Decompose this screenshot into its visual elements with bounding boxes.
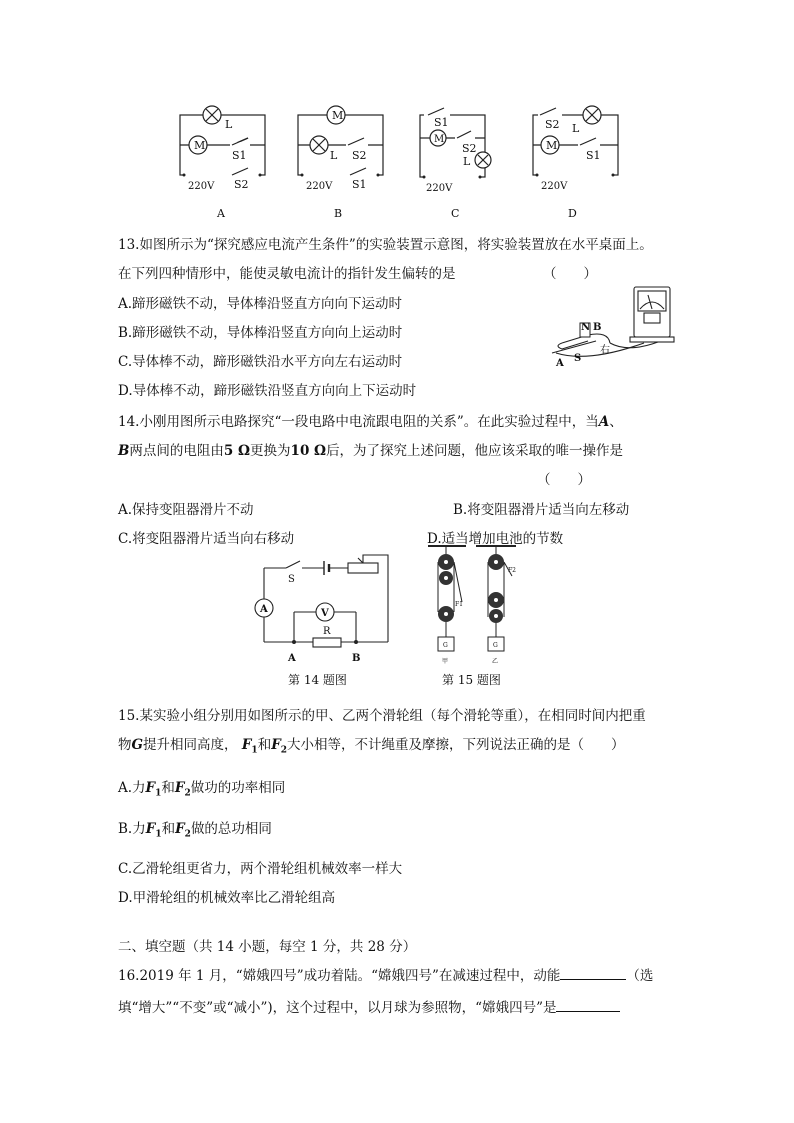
option-label-b: B <box>334 207 343 220</box>
q15-stem-c: 大小相等，不计绳重及摩擦，下列说法正确的是（ ） <box>287 737 625 753</box>
magnet-s-label: S <box>574 353 582 364</box>
conductor-b-label: B <box>593 322 602 333</box>
q15-weight-g: G <box>131 737 144 753</box>
q15-opt-a-f1-sub: 1 <box>155 788 162 799</box>
conductor-a-label: A <box>556 358 564 369</box>
load-g-jia: G <box>443 642 448 649</box>
motor-label: M <box>194 139 206 152</box>
q15-opt-a-f1: F <box>145 780 156 796</box>
q14-option-d: D.适当增加电池的节数 <box>427 531 564 547</box>
option-label-a: A <box>217 207 225 220</box>
circuit-b-s1: S2 <box>352 149 367 162</box>
circuit-d-voltage: 220V <box>541 181 568 192</box>
q14-answer-bracket: （ ） <box>537 472 591 488</box>
q14-figure-caption: 第 14 题图 <box>288 673 347 687</box>
q14-point-b: B <box>118 443 130 459</box>
circuit-a-s1: S1 <box>232 149 247 162</box>
motor-label-b: M <box>332 109 344 122</box>
q14-line1 <box>118 410 623 430</box>
q14-switch-label: S <box>288 574 295 585</box>
q15-option-c: C.乙滑轮组更省力，两个滑轮组机械效率一样大 <box>118 861 403 877</box>
q14-stem-d: 后，为了探究上述问题，他应该采取的唯一操作是 <box>326 443 624 459</box>
q13-option-c: C.导体棒不动，蹄形磁铁沿水平方向左右运动时 <box>118 354 403 370</box>
q16-line2 <box>118 996 620 1016</box>
circuit-a-s2: S2 <box>234 178 249 191</box>
q15-opt-b-f2-sub: 2 <box>184 829 191 840</box>
pulley-jia-label: 甲 <box>442 658 449 665</box>
circuit-b-voltage: 220V <box>306 181 333 192</box>
q16-blank-1[interactable] <box>560 967 626 980</box>
circuit-d-s2: S1 <box>586 149 601 162</box>
q15-opt-b-f1: F <box>145 821 156 837</box>
circuit-c-voltage: 220V <box>426 183 453 194</box>
q15-opt-b-text-b: 做的总功相同 <box>190 821 272 837</box>
q13-option-a: A.蹄形磁铁不动，导体棒沿竖直方向向下运动时 <box>118 296 403 312</box>
q15-pulley-figure <box>424 542 524 668</box>
direction-right-label: 右 <box>600 345 610 356</box>
q14-r2: 10 Ω <box>290 443 327 459</box>
q13-option-b: B.蹄形磁铁不动，导体棒沿竖直方向向上运动时 <box>118 325 403 341</box>
resistor-label: R <box>323 626 331 637</box>
q15-stem-a: 物 <box>118 737 132 753</box>
q14-stem-a: 14.小刚用图所示电路探究“一段电路中电流跟电阻的关系”。在此实验过程中，当 <box>118 414 599 430</box>
q16-stem-c: 填“增大”“不变”或“减小”)，这个过程中，以月球为参照物，“嫦娥四号”是 <box>118 1000 557 1016</box>
circuit-diagrams <box>170 100 630 225</box>
q14-option-b: B.将变阻器滑片适当向左移动 <box>453 502 630 518</box>
q13-line1: 13.如图所示为“探究感应电流产生条件”的实验装置示意图，将实验装置放在水平桌面上。 <box>118 237 653 253</box>
q14-stem-b: 两点间的电阻由 <box>129 443 224 459</box>
circuit-c-s1: S1 <box>434 116 449 129</box>
load-g-yi: G <box>493 642 498 649</box>
q15-opt-b-f2: F <box>175 821 185 837</box>
section-heading: 二、填空题（共 14 小题，每空 1 分，共 28 分） <box>118 939 417 955</box>
q16-stem-a: 16.2019 年 1 月，“嫦娥四号”成功着陆。“嫦娥四号”在减速过程中，动能 <box>118 968 561 984</box>
circuit-a-voltage: 220V <box>188 181 215 192</box>
q14-line2 <box>118 439 623 459</box>
q13-stem: 在下列四种情形中，能使灵敏电流计的指针发生偏转的是 <box>118 266 456 282</box>
circuit-c-s2: S2 <box>462 142 477 155</box>
q15-opt-a-f2-sub: 2 <box>184 788 191 799</box>
q15-f1: F <box>241 737 252 753</box>
q15-opt-b-text-a: B.力 <box>118 821 146 837</box>
q15-opt-b-f1-sub: 1 <box>155 829 162 840</box>
q14-option-a: A.保持变阻器滑片不动 <box>118 502 254 518</box>
ammeter-label: A <box>260 604 268 615</box>
q14-option-c: C.将变阻器滑片适当向右移动 <box>118 531 295 547</box>
q15-option-a <box>118 776 285 799</box>
q15-f1-sub: 1 <box>251 745 258 756</box>
q15-f2-sub: 2 <box>280 745 288 756</box>
magnet-n-label: N <box>581 322 591 333</box>
motor-label-c: M <box>434 134 445 145</box>
q14-circuit-figure <box>250 552 400 667</box>
node-a-label: A <box>288 653 296 664</box>
q15-option-d: D.甲滑轮组的机械效率比乙滑轮组高 <box>118 890 336 906</box>
q16-blank-2[interactable] <box>556 999 620 1012</box>
node-b-label: B <box>352 653 361 664</box>
q16-line1 <box>118 964 653 984</box>
circuit-d-s1: S2 <box>545 118 560 131</box>
motor-label-d: M <box>546 139 558 152</box>
q15-opt-a-text-a: A.力 <box>118 780 146 796</box>
q13-line2 <box>118 262 597 282</box>
voltmeter-label: V <box>321 608 329 619</box>
q15-line1: 15.某实验小组分别用如图所示的甲、乙两个滑轮组（每个滑轮等重），在相同时间内把重 <box>118 708 646 724</box>
q14-point-a: A <box>598 414 610 430</box>
q15-f2: F <box>271 737 281 753</box>
q15-line2 <box>118 733 625 756</box>
q14-r1: 5 Ω <box>223 443 251 459</box>
q14-stem-c: 更换为 <box>250 443 291 459</box>
force-f1-label: F1 <box>455 601 463 608</box>
force-f2-label: F2 <box>508 567 516 574</box>
q13-option-d: D.导体棒不动，蹄形磁铁沿竖直方向向上下运动时 <box>118 383 417 399</box>
q13-answer-bracket: （ ） <box>543 266 597 282</box>
circuit-c-lamp: L <box>463 155 471 168</box>
circuit-a-lamp: L <box>225 118 233 131</box>
pulley-yi-label: 乙 <box>492 658 499 665</box>
q15-opt-a-f2: F <box>174 780 185 796</box>
q15-opt-a-and: 和 <box>161 780 175 796</box>
option-label-d: D <box>568 207 577 220</box>
circuit-b-lamp: L <box>330 149 338 162</box>
q15-option-b <box>118 817 272 840</box>
q15-stem-b: 提升相同高度， <box>143 737 238 753</box>
q15-opt-a-text-b: 做功的功率相同 <box>190 780 286 796</box>
q14-sep: 、 <box>609 414 623 430</box>
induction-apparatus-figure <box>548 283 678 373</box>
circuit-b-s2: S1 <box>352 178 367 191</box>
circuit-d-lamp: L <box>572 122 580 135</box>
q15-figure-caption: 第 15 题图 <box>442 673 501 687</box>
q15-and: 和 <box>257 737 272 753</box>
q15-opt-b-and: 和 <box>161 821 176 837</box>
q16-stem-b: （选 <box>626 968 654 984</box>
option-label-c: C <box>451 207 460 220</box>
